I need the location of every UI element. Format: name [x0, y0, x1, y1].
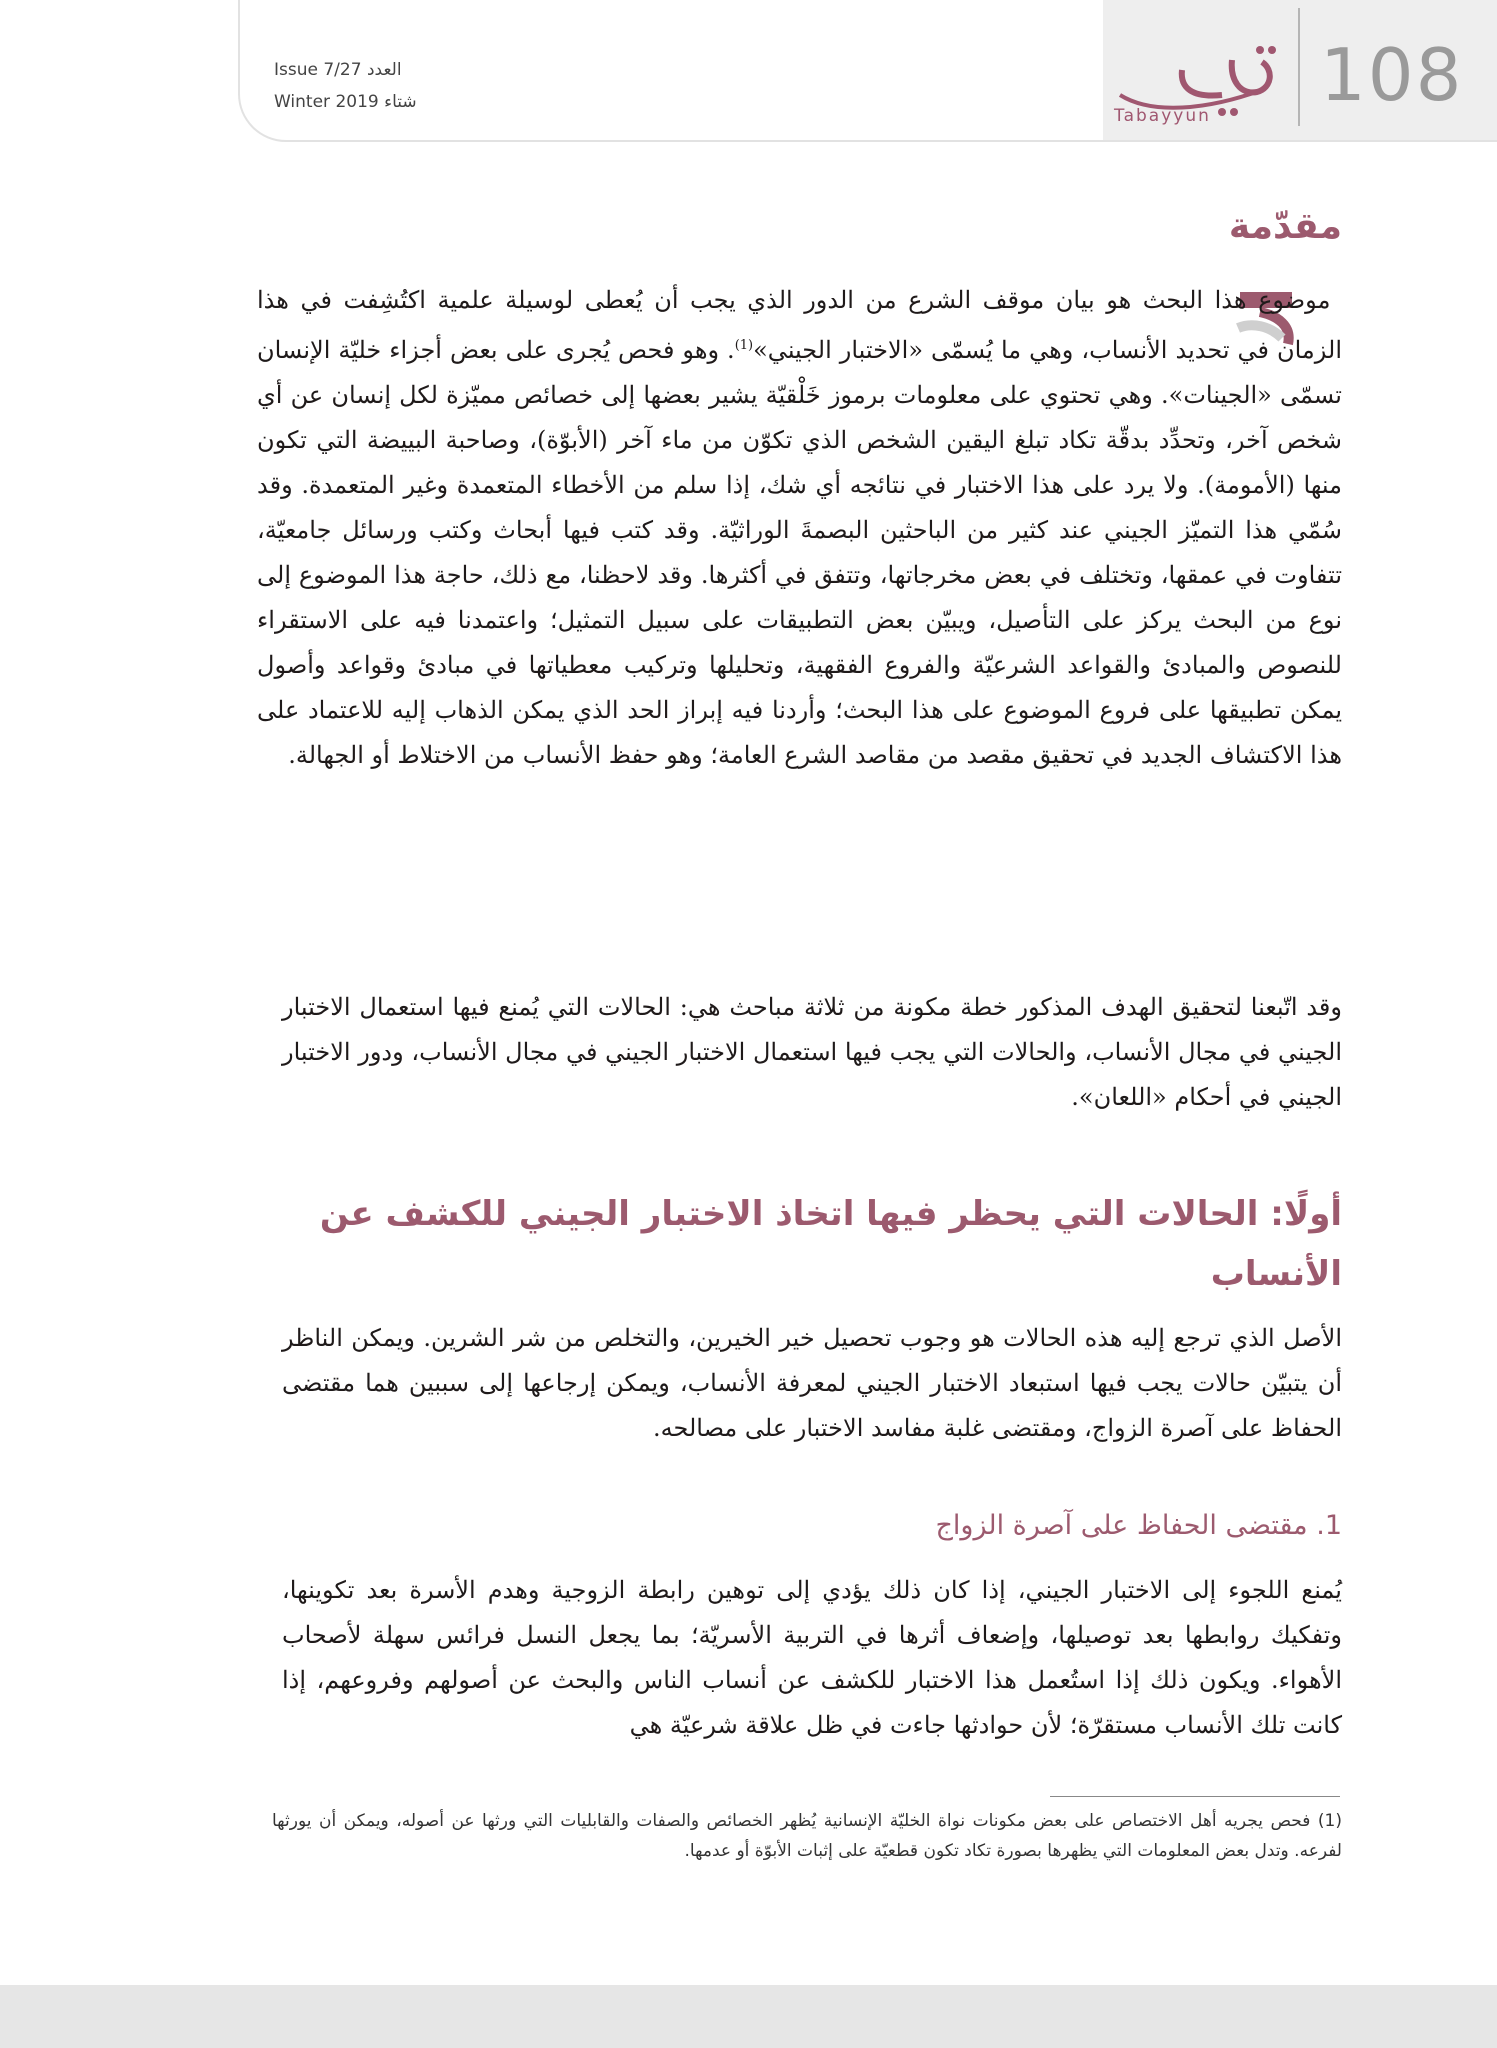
- footnote-ref[interactable]: (1): [734, 338, 754, 353]
- intro-paragraph-1-text-b: . وهو فحص يُجرى على بعض أجزاء خليّة الإنسان تسمّى «الجينات». وهي تحتوي على معلومات برموز خَلْقيّة يشير بعضها إلى خصائص مميّزة لكل إنسان عن أي شخص آخر، وتحدِّد بدقّة تكاد تبلغ اليقين الشخص الذي تكوّن من ماء آخر (الأبوّة)، وصاحبة البييضة التي تكون منها (الأمومة). ولا يرد على هذا الاختبار في نتائجه أي شك، إذا سلم من الأخطاء المتعمدة وغير المتعمدة. وقد سُمّي هذا التميّز الجيني عند كثير من الباحثين البصمةَ الوراثيّة. وقد كتب فيها أبحاث وكتب ورسائل جامعيّة، تتفاوت في عمقها، وتختلف في بعض مخرجاتها، وتتفق في أكثرها. وقد لاحظنا، مع ذلك، حاجة هذا الموضوع إلى نوع من البحث يركز على التأصيل، ويبيّن بعض التطبيقات على سبيل التمثيل؛ واعتمدنا فيه على الاستقراء للنصوص والمبادئ والقواعد الشرعيّة والفروع الفقهية، وتحليلها وتركيب معطياتها في مبادئ وقواعد وأصول يمكن تطبيقها على فروع الموضوع على هذا البحث؛ وأردنا فيه إبراز الحد الذي يمكن الذهاب إليه للاعتماد على هذا الاكتشاف الجديد في تحقيق مقصد من مقاصد الشرع العامة؛ وهو حفظ الأنساب من الاختلاط أو الجهالة.: [257, 336, 1343, 769]
- subsection-1-heading: 1. مقتضى الحفاظ على آصرة الزواج: [935, 1510, 1342, 1541]
- footnote-rule: [1050, 1796, 1340, 1797]
- logo-stroke-2: [1182, 70, 1222, 96]
- season-ar: شتاء: [384, 92, 417, 112]
- issue-label: [274, 60, 410, 82]
- section-1-paragraph: الأصل الذي ترجع إليه هذه الحالات هو وجوب تحصيل خير الخيرين، والتخلص من شر الشرين. ويمكن الناظر أن يتبيّن حالات يجب فيها استبعاد الاختبار الجيني لمعرفة الأنساب، ويمكن إرجاعها إلى سببين هما مقتضى الحفاظ على آصرة الزواج، ومقتضى غلبة مفاسد الاختبار على مصالحه.: [282, 1324, 1342, 1442]
- intro-paragraph-1-text-a: موضوع هذا البحث هو بيان موقف الشرع من الدور الذي يجب أن يُعطى لوسيلة علمية اكتُشِفت في هذا الزمان في تحديد الأنساب، وهي ما يُسمّى «الاختبار الجيني»: [257, 286, 1342, 364]
- logo-latin-text: Tabayyun: [1114, 106, 1211, 126]
- issue-ar: العدد: [366, 60, 402, 80]
- intro-paragraph-1: [257, 278, 1342, 778]
- header-divider: [1298, 8, 1300, 126]
- footnote-number: (1): [1317, 1811, 1343, 1831]
- subsection-1-paragraph: يُمنع اللجوء إلى الاختبار الجيني، إذا كان ذلك يؤدي إلى توهين رابطة الزوجية وهدم الأسرة بعد تكوينها، وتفكيك روابطها بعد توصيلها، وإضعاف أثرها في التربية الأسريّة؛ بما يجعل النسل فرائس سهلة لأصحاب الأهواء. ويكون ذلك إذا استُعمل هذا الاختبار للكشف عن أنساب الناس والبحث عن أصولهم وفروعهم، إذا كانت تلك الأنساب مستقرّة؛ لأن حوادثها جاءت في ظل علاقة شرعيّة هي: [282, 1576, 1342, 1739]
- footnote-text: فحص يجريه أهل الاختصاص على بعض مكونات نواة الخليّة الإنسانية يُظهر الخصائص والصفات والقابليات التي ورثها عن أصوله، ويمكن أن يورثها لفرعه. وتدل بعض المعلومات التي يظهرها بصورة تكاد تكون قطعيّة على إثبات الأبوّة أو عدمها.: [272, 1811, 1342, 1861]
- footnote: [272, 1806, 1342, 1866]
- season-en: Winter 2019: [274, 92, 379, 112]
- intro-paragraph-2: وقد اتّبعنا لتحقيق الهدف المذكور خطة مكونة من ثلاثة مباحث هي: الحالات التي يُمنع فيها استعمال الاختبار الجيني في مجال الأنساب، والحالات التي يجب فيها استعمال الاختبار الجيني في مجال الأنساب، ودور الاختبار الجيني في أحكام «اللعان».: [282, 993, 1342, 1111]
- logo-stroke-1: [1232, 60, 1270, 92]
- page-number: 108: [1320, 33, 1464, 117]
- intro-title: مقدّمة: [1228, 206, 1342, 247]
- season-label: [274, 92, 425, 114]
- page-bottom-band: [0, 1985, 1497, 2048]
- section-1-heading: أولًا: الحالات التي يحظر فيها اتخاذ الاختبار الجيني للكشف عن الأنساب: [319, 1194, 1342, 1294]
- issue-en: Issue 7/27: [274, 60, 362, 80]
